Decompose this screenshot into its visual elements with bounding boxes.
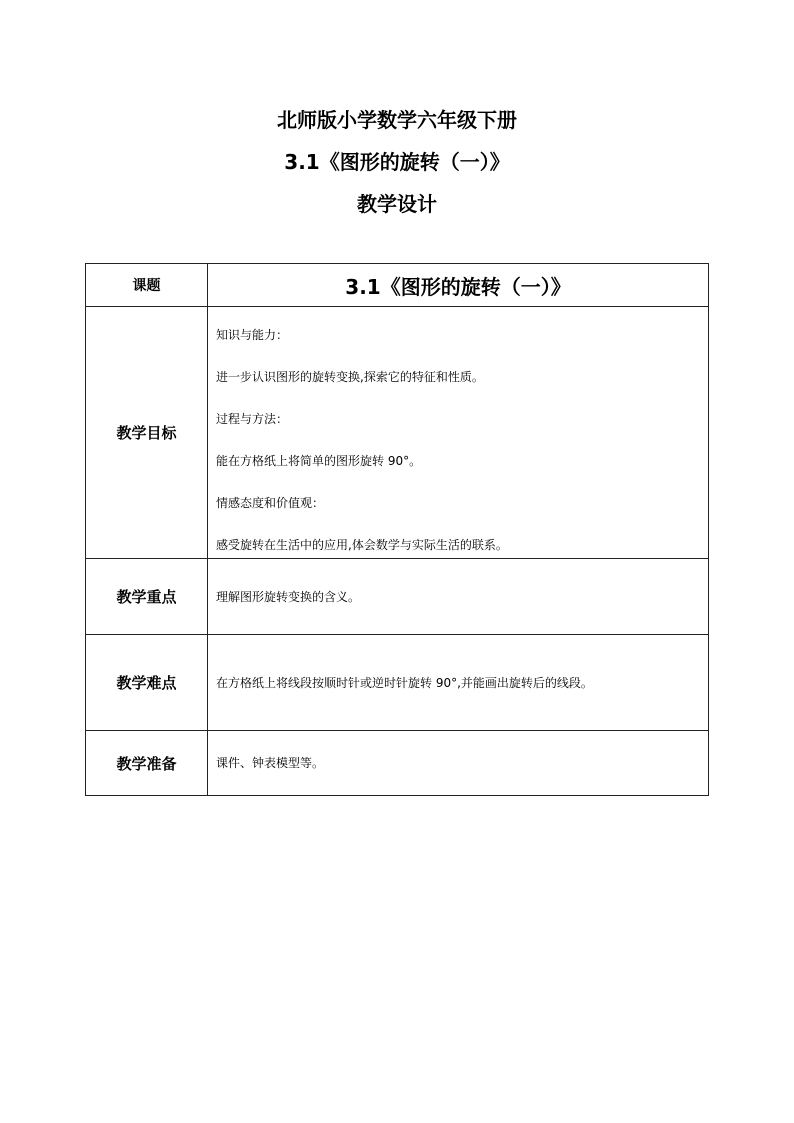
difficulty-label: 教学难点	[86, 635, 208, 731]
topic-value: 3.1《图形的旋转（一）》	[208, 264, 709, 307]
goals-row	[86, 307, 709, 559]
lesson-title: 3.1《图形的旋转（一）》	[284, 150, 510, 174]
goal-line: 能在方格纸上将简单的图形旋转 90°。	[216, 453, 422, 468]
topic-label: 课题	[86, 264, 208, 307]
key-points-row	[86, 559, 709, 635]
key-points-label: 教学重点	[86, 559, 208, 635]
difficulty-value: 在方格纸上将线段按顺时针或逆时针旋转 90°,并能画出旋转后的线段。	[208, 635, 709, 731]
goals-content	[208, 307, 709, 559]
preparation-row	[86, 731, 709, 796]
key-points-value: 理解图形旋转变换的含义。	[208, 559, 709, 635]
topic-row	[86, 264, 709, 307]
goal-line: 感受旋转在生活中的应用,体会数学与实际生活的联系。	[216, 537, 508, 552]
document-title: 北师版小学数学六年级下册	[277, 108, 517, 132]
goal-line: 知识与能力：	[216, 327, 289, 342]
preparation-value: 课件、钟表模型等。	[208, 731, 709, 796]
difficulty-row	[86, 635, 709, 731]
preparation-label: 教学准备	[86, 731, 208, 796]
goal-line: 进一步认识图形的旋转变换,探索它的特征和性质。	[216, 369, 484, 384]
document-subtitle: 教学设计	[357, 192, 437, 216]
lesson-plan-table	[85, 263, 709, 796]
goal-line: 过程与方法：	[216, 411, 289, 426]
goals-label: 教学目标	[86, 307, 208, 559]
goal-line: 情感态度和价值观：	[216, 495, 325, 510]
